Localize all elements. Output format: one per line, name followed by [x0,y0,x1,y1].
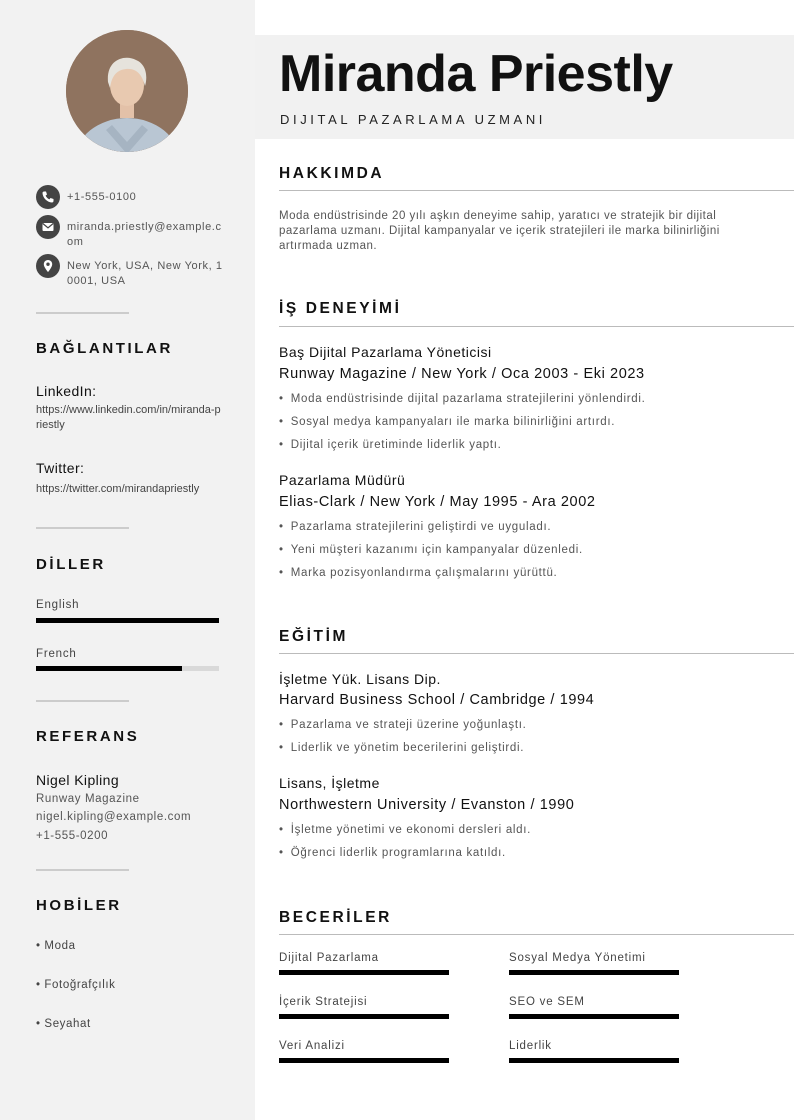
job-title: DIJITAL PAZARLAMA UZMANI [280,112,547,127]
skill-name: Veri Analizi [279,1040,345,1052]
degree-bullet: • Liderlik ve yönetim becerilerini geliştirdi. [279,742,524,754]
skill-level-fill [279,970,449,975]
skills-heading: BECERİLER [279,909,392,926]
skill-name: Sosyal Medya Yönetimi [509,952,646,964]
references-heading: REFERANS [36,728,140,745]
contact-email [36,215,226,250]
job-position: Baş Dijital Pazarlama Yöneticisi [279,344,492,360]
location-pin-icon [36,254,60,278]
degree-title: İşletme Yük. Lisans Dip. [279,671,441,687]
skill-level-bar [279,970,449,975]
skill-level-fill [279,1014,449,1019]
job-bullet: • Sosyal medya kampanyaları ile marka bilinirliğini artırdı. [279,416,615,428]
email-icon [36,215,60,239]
job-bullet: • Dijital içerik üretiminde liderlik yaptı. [279,439,502,451]
skill-level-fill [279,1058,449,1063]
job-company: Elias-Clark / New York / May 1995 - Ara 2002 [279,494,596,510]
job-bullet: • Moda endüstrisinde dijital pazarlama stratejilerini yönlendirdi. [279,393,646,405]
reference-company: Runway Magazine [36,793,140,805]
about-text: Moda endüstrisinde 20 yılı aşkın deneyime sahip, yaratıcı ve stratejik bir dijital pazarlama uzmanı. Dijital kampanyalar ve içerik stratejileri ile marka bilinirliğini artırmada uzman. [279,210,720,252]
job-bullet: • Pazarlama stratejilerini geliştirdi ve uyguladı. [279,521,551,533]
sidebar-divider [36,869,129,871]
language-level-bar [36,618,219,623]
language-level-bar [36,666,219,671]
skill-level-bar [509,1014,679,1019]
skill-level-bar [509,970,679,975]
email-text[interactable]: miranda.priestly@example.com [67,221,222,248]
section-rule [279,190,794,191]
phone-text: +1-555-0100 [67,191,137,203]
job-position: Pazarlama Müdürü [279,472,406,488]
section-rule [279,653,794,654]
address-text: New York, USA, New York, 10001, USA [67,260,223,287]
skill-level-bar [279,1014,449,1019]
experience-heading: İŞ DENEYİMİ [279,300,402,317]
contact-phone [36,185,226,209]
job-bullet: • Yeni müşteri kazanımı için kampanyalar düzenledi. [279,544,583,556]
hobby-item: • Seyahat [36,1018,91,1030]
skill-level-fill [509,970,679,975]
skill-level-fill [509,1014,679,1019]
skill-level-bar [509,1058,679,1063]
links-heading: BAĞLANTILAR [36,340,173,357]
sidebar-divider [36,527,129,529]
language-name: French [36,648,77,660]
skill-name: İçerik Stratejisi [279,996,368,1008]
linkedin-link[interactable]: https://www.linkedin.com/in/miranda-priestly [36,404,221,431]
degree-title: Lisans, İşletme [279,775,380,791]
skill-level-fill [509,1058,679,1063]
degree-bullet: • İşletme yönetimi ve ekonomi dersleri aldı. [279,824,531,836]
twitter-label: Twitter: [36,460,85,476]
section-rule [279,934,794,935]
skill-name: Dijital Pazarlama [279,952,379,964]
degree-school: Northwestern University / Evanston / 1990 [279,797,575,813]
reference-phone: +1-555-0200 [36,830,109,842]
skill-level-bar [279,1058,449,1063]
reference-email[interactable]: nigel.kipling@example.com [36,811,192,823]
hobbies-heading: HOBİLER [36,897,122,914]
about-heading: HAKKIMDA [279,165,385,182]
skill-name: Liderlik [509,1040,552,1052]
sidebar-divider [36,312,129,314]
section-rule [279,326,794,327]
sidebar-divider [36,700,129,702]
contact-address [36,254,226,289]
hobby-item: • Moda [36,940,76,952]
linkedin-label: LinkedIn: [36,383,97,399]
hobby-item: • Fotoğrafçılık [36,979,116,991]
job-company: Runway Magazine / New York / Oca 2003 - Eki 2023 [279,366,645,382]
phone-icon [36,185,60,209]
language-level-fill [36,666,182,671]
language-name: English [36,599,80,611]
profile-photo [66,30,188,152]
job-bullet: • Marka pozisyonlandırma çalışmalarını yürüttü. [279,567,557,579]
languages-heading: DİLLER [36,556,106,573]
reference-name: Nigel Kipling [36,772,120,788]
degree-bullet: • Pazarlama ve strateji üzerine yoğunlaştı. [279,719,527,731]
degree-school: Harvard Business School / Cambridge / 1994 [279,692,595,708]
person-name: Miranda Priestly [279,45,673,103]
language-level-fill [36,618,219,623]
skill-name: SEO ve SEM [509,996,585,1008]
education-heading: EĞİTİM [279,628,348,645]
twitter-link[interactable]: https://twitter.com/mirandapriestly [36,483,200,495]
degree-bullet: • Öğrenci liderlik programlarına katıldı. [279,847,506,859]
